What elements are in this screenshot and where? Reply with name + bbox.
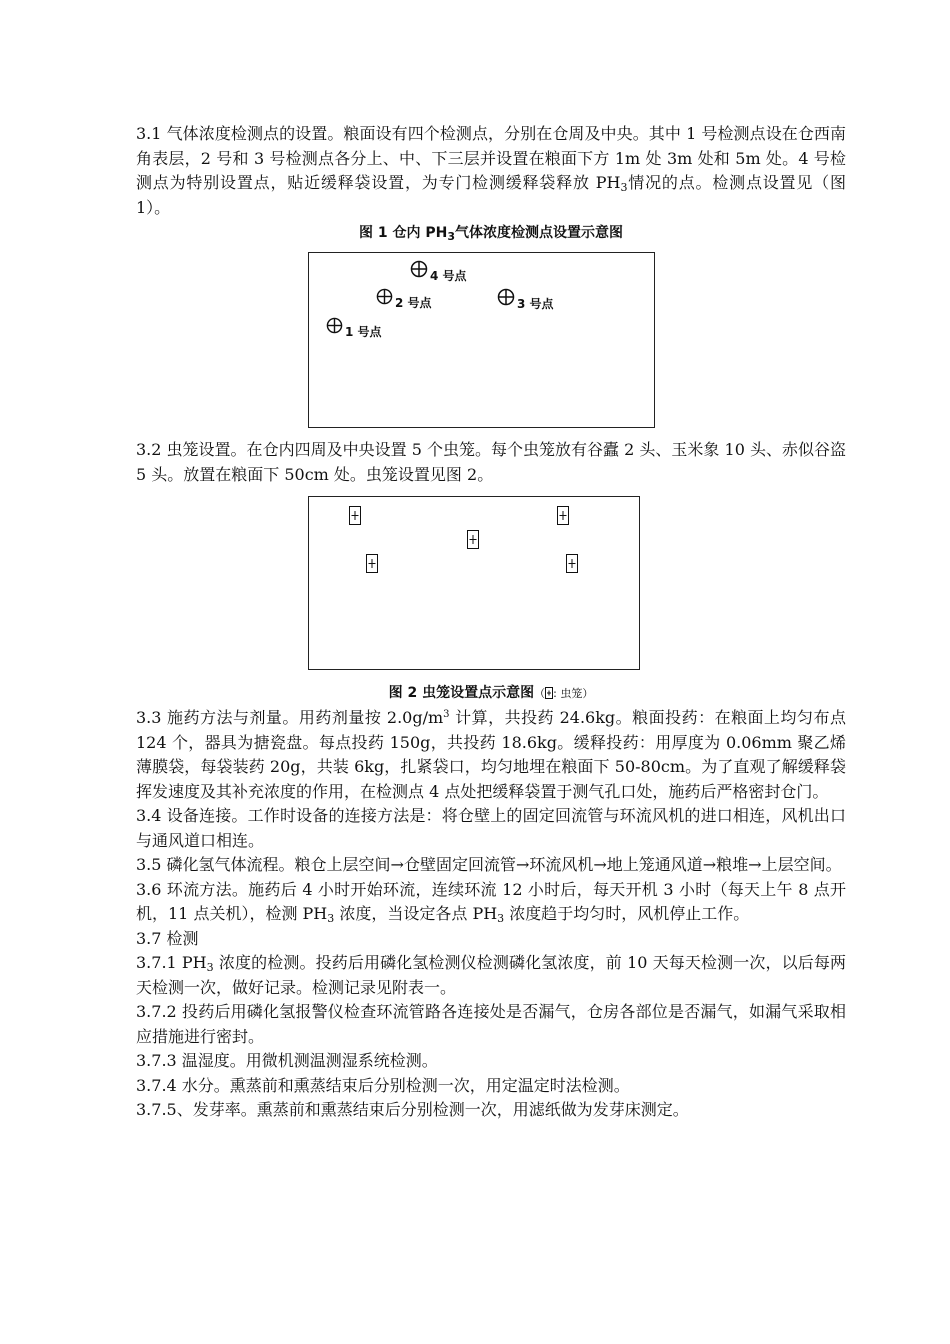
crosshair-circle-icon [410, 260, 428, 278]
crosshair-circle-icon [497, 288, 515, 306]
insect-cage-icon [467, 530, 479, 549]
para-3-1: 3.1 气体浓度检测点的设置。粮面设有四个检测点，分别在仓周及中央。其中 1 号检测点设在仓西南角表层，2 号和 3 号检测点各分上、中、下三层并设置在粮面下方 1m 处 3m 处和 5m 处。4 号检测点为特别设置点，贴近缓释袋设置，为专门检测缓释袋释放 $PH_3$情况的点。检测点设置见（图 1）。 [136, 124, 846, 217]
point-label-2: 2 号点 [395, 296, 432, 310]
para-3-7-2: 3.7.2 投药后用磷化氢报警仪检查环流管路各连接处是否漏气，仓房各部位是否漏气，如漏气采取相应措施进行密封。 [136, 1002, 846, 1046]
insect-cage-icon [566, 554, 578, 573]
detection-point-1 [326, 317, 382, 339]
document-page [136, 122, 846, 1123]
insect-cage-icon [349, 506, 361, 525]
para-3-7-1: 3.7.1 $PH_3$ 浓度的检测。投药后用磷化氢检测仪检测磷化氢浓度，前 10 天每天检测一次，以后每两天检测一次，做好记录。检测记录见附表一。 [136, 953, 846, 997]
detection-point-3 [497, 288, 554, 311]
insect-cage-icon [366, 554, 378, 573]
detection-point-4 [410, 260, 467, 283]
point-label-1: 1 号点 [345, 325, 382, 339]
crosshair-circle-icon [326, 317, 343, 334]
detection-point-2 [376, 288, 432, 310]
para-3-2: 3.2 虫笼设置。在仓内四周及中央设置 5 个虫笼。每个虫笼放有谷蠹 2 头、玉米象 10 头、赤似谷盗 5 头。放置在粮面下 50cm 处。虫笼设置见图 2。 [136, 440, 846, 484]
crosshair-circle-icon [376, 288, 393, 305]
point-label-3: 3 号点 [517, 297, 554, 311]
figure-2-diagram [308, 496, 640, 670]
insect-cage-icon [545, 686, 553, 706]
para-3-3: 3.3 施药方法与剂量。用药剂量按 $2.0g/m^3$ 计算，共投药 24.6kg。粮面投药：在粮面上均匀布点 124 个，器具为搪瓷盘。每点投药 150g，共投药 18.6kg。缓释投药：用厚度为 0.06mm 聚乙烯薄膜袋，每袋装药 20g，共装 6kg，扎紧袋口，均匀地埋在粮面下 50-80cm。为了直观了解缓释袋挥发速度及其补充浓度的作用，在检测点 4 点处把缓释袋置于测气孔口处，施药后严格密封仓门。 [136, 708, 846, 801]
para-3-7-3: 3.7.3 温湿度。用微机测温测湿系统检测。 [136, 1051, 438, 1070]
point-label-4: 4 号点 [430, 269, 467, 283]
heading-3-7: 3.7 检测 [136, 928, 199, 948]
para-3-7-5: 3.7.5、发芽率。熏蒸前和熏蒸结束后分别检测一次，用滤纸做为发芽床测定。 [136, 1100, 689, 1119]
figure-2-caption: 图 2 虫笼设置点示意图（ : 虫笼） [136, 683, 846, 706]
para-3-4: 3.4 设备连接。工作时设备的连接方法是：将仓壁上的固定回流管与环流风机的进口相连，风机出口与通风道口相连。 [136, 806, 846, 850]
figure-1-caption: 图 1 仓内 $PH_3$气体浓度检测点设置示意图 [359, 225, 623, 243]
figure-1-diagram [308, 252, 655, 428]
para-3-6: 3.6 环流方法。施药后 4 小时开始环流，连续环流 12 小时后，每天开机 3 小时（每天上午 8 点开机，11 点关机），检测 $PH_3$ 浓度，当设定各点 $PH_3$ 浓度趋于均匀时，风机停止工作。 [136, 879, 846, 925]
insect-cage-icon [557, 506, 569, 525]
para-3-7-4: 3.7.4 水分。熏蒸前和熏蒸结束后分别检测一次，用定温定时法检测。 [136, 1075, 630, 1095]
para-3-5: 3.5 磷化氢气体流程。粮仓上层空间→仓壁固定回流管→环流风机→地上笼通风道→粮堆→上层空间。 [136, 855, 842, 874]
